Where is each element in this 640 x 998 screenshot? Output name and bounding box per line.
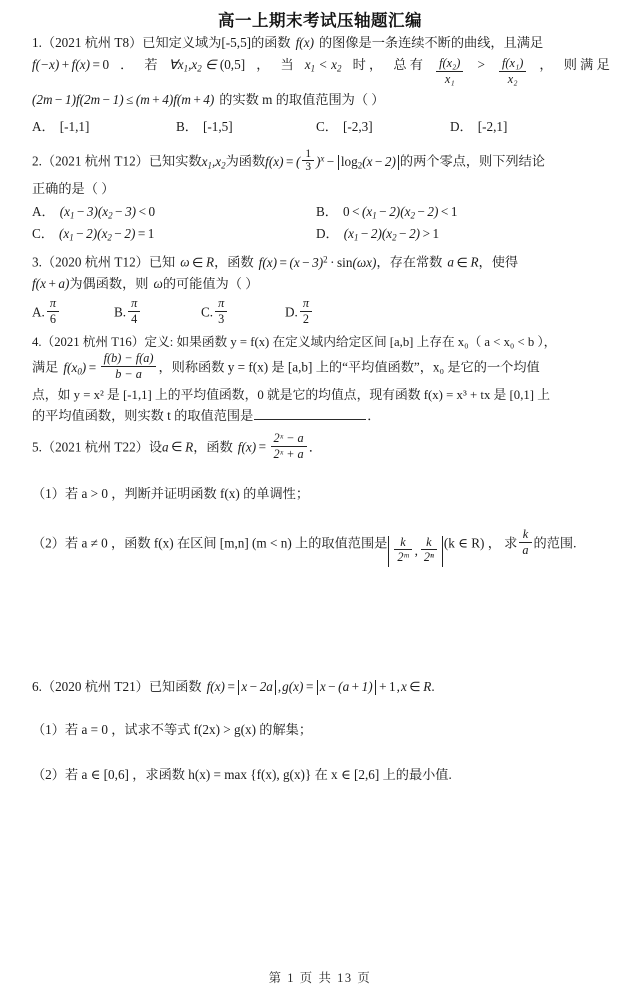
problem-4-line-3 <box>32 386 610 404</box>
problem-3-choice-d-frac: $\frac{\pi}{2}$ <box>300 297 312 326</box>
problem-2-choice-b[interactable]: B． $0 < (x_1 - 2)(x_2 - 2) < 1$ <box>316 203 458 221</box>
problem-1-domain: [-5,5] <box>221 35 252 50</box>
problem-3-text-c: 存在常数 <box>389 254 443 270</box>
problem-1-choice-b[interactable]: B． [-1,5] <box>176 119 233 135</box>
problem-5-a-in-r: a ∈ R <box>162 439 194 455</box>
problem-3-source: （2020 杭州 T12） <box>41 254 149 270</box>
problem-4-source: （2021 杭州 T16） <box>41 335 145 350</box>
problem-6-number: 6. <box>32 679 42 695</box>
problem-6-source: （2020 杭州 T21） <box>41 679 149 695</box>
problem-2-choice-d-expr: $(x_1 - 2)(x_2 - 2) > 1$ <box>343 226 440 243</box>
problem-5-hanshu: 函数 <box>206 439 233 455</box>
page-title: 高一上期末考试压轴题汇编 <box>218 11 422 30</box>
problem-6-sub-2 <box>32 766 610 785</box>
problem-1-choice-d[interactable]: D． [-2,1] <box>450 119 508 135</box>
problem-3-choice-a[interactable]: A. $\frac{\pi}{6}$ <box>32 299 114 328</box>
problem-1-zongyou: 总 有 <box>393 56 423 72</box>
problem-3-choice-c-frac: $\frac{\pi}{3}$ <box>215 297 227 326</box>
problem-5 <box>32 431 610 567</box>
problem-5-frac-m: $\frac{k}{\text{2ᵐ}}$ <box>394 536 411 565</box>
problem-2-number: 2. <box>32 153 42 169</box>
problem-2-text-a: 已知实数 <box>148 153 202 169</box>
problem-2-exp: x <box>320 153 325 164</box>
problem-2-choice-a[interactable]: A． $(x_1 - 3)(x_2 - 3) < 0$ <box>32 203 156 221</box>
problem-3 <box>32 253 610 328</box>
problem-1-source: （2021 杭州 T8） <box>41 35 143 50</box>
problem-1-frac-right: $\frac{\text{f(x₁)}}{\text{x₂}}$ <box>499 57 526 86</box>
problem-2-source: （2021 杭州 T12） <box>41 153 149 169</box>
problem-5-sub-2-text-c: 的范围. <box>533 535 577 551</box>
problem-4-line-2 <box>32 351 610 383</box>
problem-2-choice-a-expr: $(x_1 - 3)(x_2 - 3) < 0$ <box>59 203 156 221</box>
problem-2-text-c: 的两个零点，则下列结论 <box>399 153 545 169</box>
problem-4-period: ． <box>367 408 381 424</box>
problem-1-choice-a[interactable]: A． [-1,1] <box>32 119 90 135</box>
problem-1-text-e: 的图像是一条连续不断的曲线，且满足 <box>318 35 544 50</box>
problem-5-frac-n: $\frac{k}{\text{2ⁿ}}$ <box>421 536 437 565</box>
document-page <box>0 7 640 998</box>
problem-3-choices <box>32 296 610 328</box>
problem-3-a-in-r: a ∈ R <box>447 254 479 270</box>
problem-3-text-d: 使得 <box>491 254 519 270</box>
problem-1-tail: 则 满 足 <box>563 56 610 72</box>
problem-1-dang: 当 <box>280 56 294 72</box>
problem-4-answer-blank[interactable] <box>254 408 366 421</box>
problem-6 <box>32 678 610 784</box>
problem-1-choice-c[interactable]: C． [-2,3] <box>316 119 373 135</box>
problem-4-text-b: 则称函数 y = f(x) 是 [a,b] 上的“平均值函数”，x₀ 是它的一个均值 <box>171 359 540 375</box>
problem-1-text-a: 已知定义域为 <box>142 35 222 50</box>
problem-5-range-bracket: $\frac{k}{\text{2ᵐ}}$ , $\frac{k}{\text{2ⁿ}}$ <box>388 536 443 567</box>
problem-1-line-3 <box>32 91 610 110</box>
problem-2-line-2 <box>32 180 610 199</box>
problem-1-text-c: 的函数 <box>251 35 291 50</box>
problem-1-frac-left: $\frac{\text{f(x₂)}}{\text{x₁}}$ <box>436 57 463 86</box>
document-body <box>0 34 640 784</box>
problem-1-line3-tail: 的实数 m 的取值范围为（ ） <box>219 91 385 107</box>
problem-3-text-f: 的可能值为（ ） <box>162 276 259 292</box>
problem-4-fx0: $f(x_0)$ = <box>63 359 97 377</box>
problem-3-comma3: ， <box>478 254 492 270</box>
problem-5-sub-2 <box>32 527 610 568</box>
problem-5-comma: ， <box>193 439 207 455</box>
problem-4-definition: 定义: 如果函数 y = f(x) 在定义域内给定区间 [a,b] 上存在 x₀（ a < x₀ < b ）， <box>144 335 557 350</box>
problem-3-text-e: 为偶函数，则 <box>69 276 149 292</box>
problem-1-ineq: (2m − 1)f(2m − 1) ≤ (m + 4)f(m + 4) <box>32 91 215 107</box>
problem-1-line-1 <box>32 34 610 53</box>
problem-1-fx: f(x) <box>295 35 314 50</box>
problem-1-shi: 时 ， <box>352 56 383 72</box>
problem-3-omega: ω <box>153 276 163 292</box>
problem-1-forall: $\forall x_1,x_2$ ∈ (0,5] <box>168 56 246 74</box>
problem-2-choice-c[interactable]: C． $(x_1 - 2)(x_2 - 2) = 1$ <box>32 226 155 243</box>
problem-5-source: （2021 杭州 T22） <box>41 439 149 455</box>
problem-1-comma1: ， <box>256 56 270 72</box>
problem-6-sub-1 <box>32 721 610 740</box>
problem-2-vars: $x_1,x_2$ <box>201 153 226 171</box>
problem-2-choice-d[interactable]: D． $(x_1 - 2)(x_2 - 2) > 1$ <box>316 226 440 243</box>
problem-2-fx: f(x) = ( $\frac{1}{3}$ )$^x - \log_2(x - 2)$ <box>265 154 400 169</box>
problem-2 <box>32 149 610 244</box>
problem-4-comma: ， <box>158 359 172 375</box>
problem-4-mean-frac: $\frac{f(b) - f(a)}{b - a}$ <box>101 352 157 381</box>
problem-4-manzu: 满足 <box>32 359 59 375</box>
problem-5-fx-frac: $\frac{\text{2ˣ − a}}{\text{2ˣ + a}}$ <box>271 432 307 461</box>
problem-1-odd-eq: f(−x) + f(x) = 0 <box>32 56 110 72</box>
problem-1-ruo: 若 <box>144 56 158 72</box>
problem-5-she: 设 <box>148 439 163 455</box>
page-footer: 第 1 页 共 13 页 <box>268 971 372 985</box>
problem-3-text-a: 已知 <box>148 254 176 270</box>
problem-2-text-b: 为函数 <box>225 153 266 169</box>
problem-3-choice-a-frac: $\frac{\pi}{6}$ <box>47 297 59 326</box>
problem-6-text-a: 已知函数 <box>148 679 202 695</box>
problem-2-abs-log: $\log_2(x - 2)$ <box>338 155 399 171</box>
problem-3-number: 3. <box>32 254 42 270</box>
problem-1-frac-rel: > <box>477 56 485 72</box>
problem-2-choices-row-2 <box>32 225 610 244</box>
problem-5-sub-1 <box>32 485 610 504</box>
problem-3-choice-c[interactable]: C. $\frac{\pi}{3}$ <box>201 299 285 328</box>
problem-2-line-1 <box>32 149 610 176</box>
problem-3-choice-b-frac: $\frac{\pi}{4}$ <box>128 297 140 326</box>
problem-4-line-1 <box>32 333 610 351</box>
problem-6-line-1 <box>32 678 610 697</box>
problem-5-frac-ka: $\frac{k}{a}$ <box>519 528 531 557</box>
problem-1-choices <box>32 118 610 137</box>
problem-5-sub-1-text: （1）若 a > 0 ，判断并证明函数 f(x) 的单调性； <box>32 485 310 501</box>
problem-3-choice-d[interactable]: D. $\frac{\pi}{2}$ <box>285 299 314 328</box>
problem-3-comma1: ， <box>214 254 228 270</box>
problem-3-comma2: ， <box>376 254 390 270</box>
problem-3-fx: $f(x) = (x - 3)^2 \cdot \sin(\omega x)$ <box>258 254 377 270</box>
problem-4-text-c: 点，如 y = x² 是 [-1,1] 上的平均值函数，0 就是它的均值点，现有函数 f(x) = x³ + tx 是 [0,1] 上 <box>32 388 551 403</box>
problem-5-sub-2-text-a: （2）若 a ≠ 0 ，函数 f(x) 在区间 [m,n] (m < n) 上的取值范围是 <box>32 535 388 551</box>
problem-4-number: 4. <box>32 335 42 350</box>
problem-5-number: 5. <box>32 439 42 455</box>
problem-5-fx-label: f(x) = <box>237 439 267 455</box>
problem-5-line-1 <box>32 431 610 463</box>
problem-1-number: 1. <box>32 35 42 50</box>
problem-3-line-1 <box>32 253 610 272</box>
problem-3-line-2 <box>32 275 610 294</box>
problem-6-functions: f(x) = x − 2a ,g(x) = x − (a + 1) + 1,x ∈ R <box>206 679 432 695</box>
problem-2-choice-b-expr: $0 < (x_1 - 2)(x_2 - 2) < 1$ <box>342 203 458 221</box>
problem-3-choice-b[interactable]: B. $\frac{\pi}{4}$ <box>114 299 201 328</box>
problem-3-omega-in-r: ω ∈ R <box>180 254 215 270</box>
problem-4-line-4 <box>32 407 610 426</box>
problem-5-sub-2-text-b: (k ∈ R) ， 求 <box>443 535 518 551</box>
answer-space <box>32 567 610 671</box>
problem-4-text-d: 的平均值函数，则实数 t 的取值范围是 <box>32 408 254 424</box>
problem-2-choices-row-1 <box>32 203 610 222</box>
problem-3-fxa: f(x + a) <box>32 276 70 292</box>
problem-1-cmp: $x_1 < x_2$ <box>304 56 342 74</box>
problem-3-text-b: 函数 <box>227 254 254 270</box>
problem-2-base-frac: $\frac{1}{3}$ <box>302 148 314 175</box>
problem-4 <box>32 333 610 426</box>
problem-6-sub-1-text: （1）若 a = 0 ，试求不等式 f(2x) > g(x) 的解集； <box>32 721 313 737</box>
problem-1-line-2 <box>32 56 610 88</box>
problem-5-dot: ． <box>308 439 322 455</box>
problem-2-prompt: 正确的是（ ） <box>32 181 115 197</box>
problem-1-dot: ． <box>120 56 134 72</box>
problem-2-choice-c-expr: $(x_1 - 2)(x_2 - 2) = 1$ <box>58 226 155 243</box>
problem-6-sub-2-text: （2）若 a ∈ [0,6] ，求函数 h(x) = max {f(x), g(x)} 在 x ∈ [2,6] 上的最小值. <box>32 766 452 782</box>
problem-6-dot: . <box>431 679 435 695</box>
problem-1-comma2: ， <box>539 56 553 72</box>
problem-1 <box>32 34 610 137</box>
